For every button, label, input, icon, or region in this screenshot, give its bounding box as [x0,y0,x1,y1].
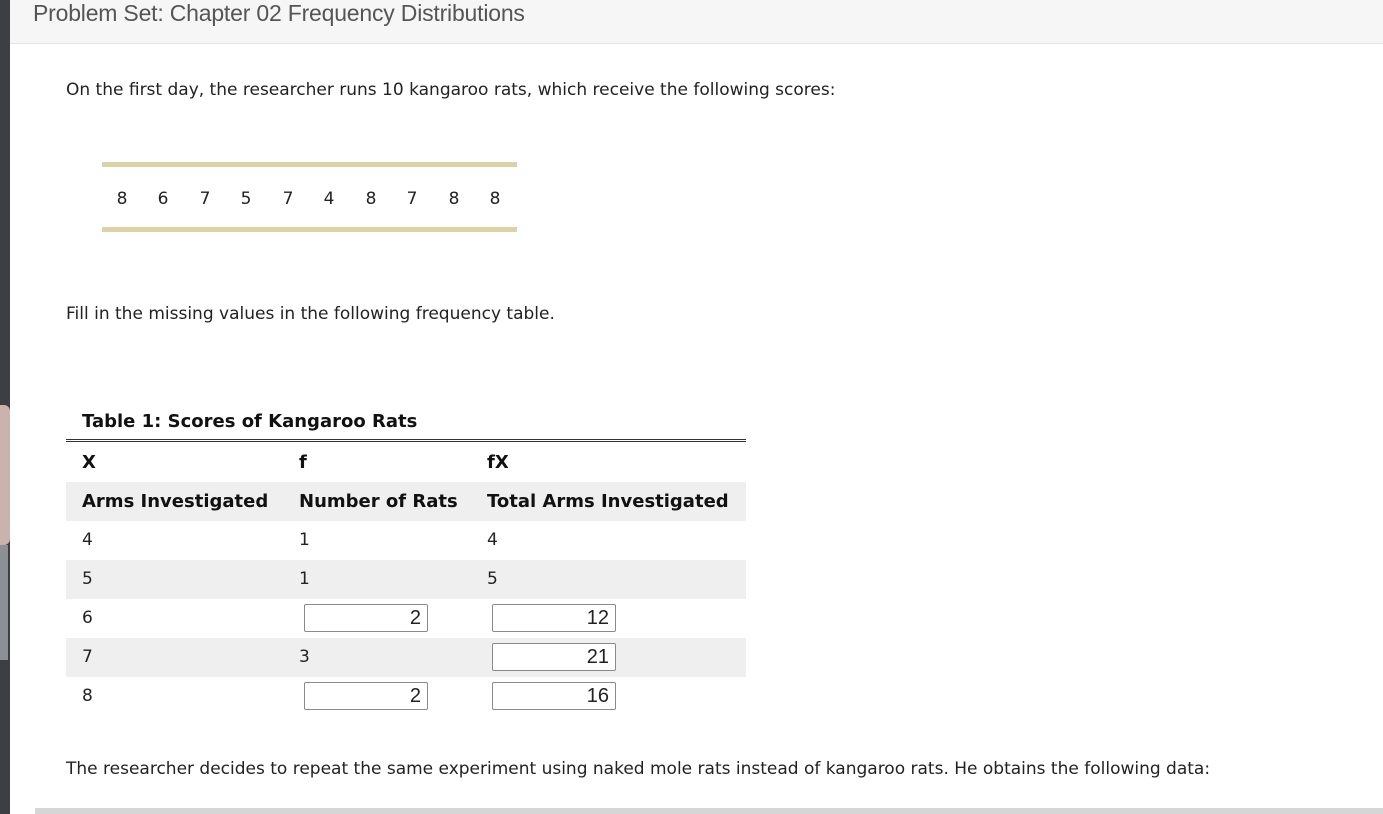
fx-answer-input[interactable]: 16 [492,682,616,710]
cell-fx: 4 [487,530,498,550]
column-header-rats: Number of Rats [299,491,458,512]
column-header-arms: Arms Investigated [82,491,269,512]
fx-answer-input[interactable]: 21 [492,643,616,671]
table-row [66,638,746,677]
fx-answer-input[interactable]: 12 [492,604,616,632]
background-window-edge-lower [0,545,8,660]
score-item: 8 [448,189,460,209]
left-edge-strip [0,0,10,814]
table-row [66,560,746,599]
column-header-total: Total Arms Investigated [487,491,729,512]
scores-list [102,162,517,232]
column-symbol-fx: fX [487,452,509,473]
cell-f: 1 [299,530,310,550]
score-item: 8 [365,189,377,209]
cell-x: 7 [82,647,93,667]
score-item: 6 [157,189,169,209]
table-row [66,599,746,638]
table-caption: Table 1: Scores of Kangaroo Rats [82,411,418,432]
table-caption-rule [66,439,746,442]
cell-f: 3 [299,647,310,667]
score-item: 7 [282,189,294,209]
table-row [66,521,746,560]
page-header [10,0,1383,44]
intro-text: On the first day, the researcher runs 10 kangaroo rats, which receive the following scores: [66,80,836,100]
next-section-divider [35,808,1383,814]
cell-x: 5 [82,569,93,589]
cell-x: 4 [82,530,93,550]
page-title: Problem Set: Chapter 02 Frequency Distributions [33,0,525,26]
table-header-row [66,482,746,521]
cell-f: 1 [299,569,310,589]
f-answer-input[interactable]: 2 [304,682,428,710]
cell-x: 6 [82,608,93,628]
instruction-text: Fill in the missing values in the following frequency table. [66,304,555,324]
score-item: 4 [323,189,335,209]
table-row [66,677,746,716]
cell-x: 8 [82,686,93,706]
column-symbol-x: X [82,452,96,473]
table-symbol-row [66,443,746,482]
background-window-edge [0,405,10,545]
score-item: 8 [116,189,128,209]
score-item: 7 [199,189,211,209]
score-item: 7 [406,189,418,209]
closing-text: The researcher decides to repeat the same experiment using naked mole rats instead of kangaroo rats. He obtains the following data: [66,759,1211,779]
cell-fx: 5 [487,569,498,589]
score-item: 5 [240,189,252,209]
f-answer-input[interactable]: 2 [304,604,428,632]
column-symbol-f: f [299,452,307,473]
score-item: 8 [489,189,501,209]
